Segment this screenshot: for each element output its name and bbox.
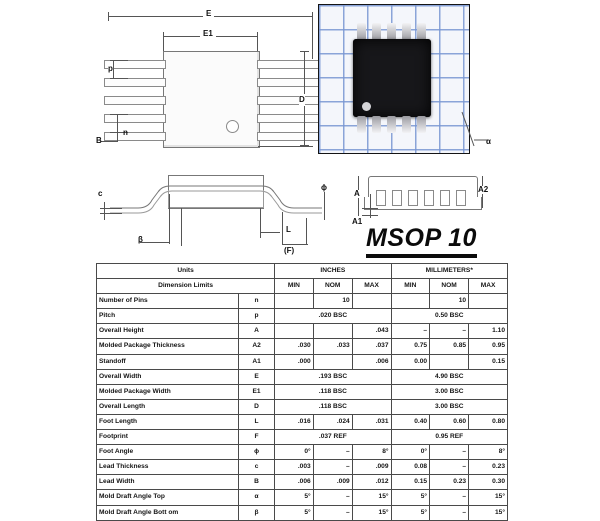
ext-line-beta2	[181, 208, 182, 246]
dimension-table	[96, 263, 508, 521]
table-row	[97, 384, 508, 399]
table-header-row-units	[97, 264, 508, 279]
row-inches-nom	[313, 324, 352, 339]
row-inches-nom: –	[313, 490, 352, 505]
row-millimeters-min: –	[391, 324, 430, 339]
row-inches-nom: 10	[313, 294, 352, 309]
row-millimeters-span: 3.00 BSC	[391, 399, 507, 414]
table-row	[97, 445, 508, 460]
ext-line-e-left	[108, 12, 109, 21]
row-inches-min: .006	[275, 475, 314, 490]
dim-label-e: E	[203, 10, 214, 18]
header-units: Units	[97, 264, 275, 279]
row-inches-min: 0°	[275, 445, 314, 460]
row-inches-span: .193 BSC	[275, 369, 391, 384]
dim-label-a1: A1	[352, 217, 363, 226]
pin-left-1	[104, 132, 166, 141]
row-inches-nom: –	[313, 445, 352, 460]
table-row	[97, 309, 508, 324]
row-inches-min: .016	[275, 414, 314, 429]
dim-line-l	[260, 232, 280, 233]
row-inches-span: .118 BSC	[275, 399, 391, 414]
package-title: MSOP 10	[366, 224, 477, 258]
ext-line-l-left	[260, 208, 261, 238]
row-inches-min: 5°	[275, 505, 314, 520]
row-inches-nom: –	[313, 460, 352, 475]
header-inches: INCHES	[275, 264, 391, 279]
row-dimension-symbol: ϕ	[239, 445, 275, 460]
row-dimension-name: Mold Draft Angle Bott om	[97, 505, 239, 520]
dim-label-phi: ϕ	[321, 183, 327, 192]
row-dimension-name: Lead Thickness	[97, 460, 239, 475]
photo-lead-top-1	[357, 23, 366, 40]
table-header-row-limits	[97, 279, 508, 294]
ext-line-l-right	[282, 212, 283, 244]
row-millimeters-min: 5°	[391, 490, 430, 505]
row-dimension-name: Mold Draft Angle Top	[97, 490, 239, 505]
row-millimeters-min: 0.08	[391, 460, 430, 475]
table-header	[97, 264, 508, 294]
row-inches-nom: –	[313, 505, 352, 520]
table-body	[97, 294, 508, 520]
row-dimension-name: Number of Pins	[97, 294, 239, 309]
photo-lead-bottom-4	[402, 116, 411, 133]
dim-label-b: B	[96, 136, 102, 145]
dim-line-p	[113, 60, 114, 79]
header-mm-min: MIN	[391, 279, 430, 294]
row-inches-max: .031	[352, 414, 391, 429]
row-dimension-name: Footprint	[97, 430, 239, 445]
row-dimension-name: Overall Width	[97, 369, 239, 384]
row-millimeters-nom: 0.60	[430, 414, 469, 429]
row-dimension-name: Overall Height	[97, 324, 239, 339]
dim-line-c	[104, 202, 105, 220]
row-millimeters-nom: –	[430, 460, 469, 475]
row-millimeters-max: 0.95	[469, 339, 508, 354]
dim-label-a: A	[354, 189, 360, 198]
pin-left-2	[104, 114, 166, 123]
dim-label-a2: A2	[478, 185, 489, 194]
row-millimeters-min	[391, 294, 430, 309]
row-inches-max: .037	[352, 339, 391, 354]
row-millimeters-max: 15°	[469, 505, 508, 520]
row-dimension-name: Overall Length	[97, 399, 239, 414]
header-dimension-limits: Dimension Limits	[97, 279, 275, 294]
row-dimension-symbol: E	[239, 369, 275, 384]
ext-line-f-right	[306, 218, 307, 244]
row-millimeters-min: 0.15	[391, 475, 430, 490]
side-view-drawing	[96, 162, 336, 258]
row-dimension-name: Molded Package Width	[97, 384, 239, 399]
row-inches-span: .037 REF	[275, 430, 391, 445]
row-inches-max: 8°	[352, 445, 391, 460]
row-inches-nom: .033	[313, 339, 352, 354]
row-dimension-symbol: A1	[239, 354, 275, 369]
table-row	[97, 460, 508, 475]
photo-lead-top-4	[402, 23, 411, 40]
dim-label-n: n	[123, 128, 128, 137]
header-mm-nom: NOM	[430, 279, 469, 294]
row-millimeters-max: 0.23	[469, 460, 508, 475]
row-dimension-symbol: F	[239, 430, 275, 445]
row-dimension-symbol: c	[239, 460, 275, 475]
table-row	[97, 490, 508, 505]
pin-right-3	[257, 96, 319, 105]
row-millimeters-nom: –	[430, 505, 469, 520]
row-millimeters-nom: 0.23	[430, 475, 469, 490]
row-millimeters-max: 0.30	[469, 475, 508, 490]
row-dimension-symbol: A	[239, 324, 275, 339]
table-row	[97, 475, 508, 490]
ext-line-e1-left	[163, 32, 164, 52]
row-millimeters-nom	[430, 354, 469, 369]
row-millimeters-max: 0.15	[469, 354, 508, 369]
table-row	[97, 430, 508, 445]
row-millimeters-nom: –	[430, 324, 469, 339]
row-millimeters-max: 0.80	[469, 414, 508, 429]
row-millimeters-max: 1.10	[469, 324, 508, 339]
pin-right-1	[257, 132, 319, 141]
ext-line-beta	[169, 194, 170, 244]
row-millimeters-min: 0.75	[391, 339, 430, 354]
row-millimeters-nom: 0.85	[430, 339, 469, 354]
dim-line-f	[282, 244, 308, 245]
row-dimension-symbol: n	[239, 294, 275, 309]
row-millimeters-span: 4.90 BSC	[391, 369, 507, 384]
row-dimension-symbol: B	[239, 475, 275, 490]
header-inches-max: MAX	[352, 279, 391, 294]
table-row	[97, 505, 508, 520]
leader-line-b-vert	[117, 130, 118, 142]
dim-label-e1: E1	[200, 30, 216, 38]
row-inches-max	[352, 294, 391, 309]
leader-line-b	[101, 141, 118, 142]
ext-line-b-top	[110, 114, 128, 115]
ext-line-e1-right	[257, 32, 258, 52]
photo-lead-bottom-3	[387, 116, 396, 133]
photo-lead-bottom-2	[372, 116, 381, 133]
row-dimension-symbol: E1	[239, 384, 275, 399]
row-dimension-name: Standoff	[97, 354, 239, 369]
row-millimeters-span: 3.00 BSC	[391, 384, 507, 399]
photo-lead-bottom-5	[417, 116, 426, 133]
table-row	[97, 339, 508, 354]
row-inches-span: .020 BSC	[275, 309, 391, 324]
row-millimeters-nom: –	[430, 490, 469, 505]
row-millimeters-span: 0.95 REF	[391, 430, 507, 445]
row-dimension-name: Foot Length	[97, 414, 239, 429]
row-inches-min: .003	[275, 460, 314, 475]
dim-line-phi	[324, 192, 325, 220]
header-mm-max: MAX	[469, 279, 508, 294]
dim-label-p: p	[108, 64, 113, 73]
row-dimension-symbol: A2	[239, 339, 275, 354]
dim-label-l: L	[286, 225, 291, 234]
row-inches-max: .006	[352, 354, 391, 369]
pin-left-4	[104, 78, 166, 87]
row-dimension-symbol: L	[239, 414, 275, 429]
photo-lead-bottom-1	[357, 116, 366, 133]
row-inches-nom: .024	[313, 414, 352, 429]
row-inches-min: 5°	[275, 490, 314, 505]
arrow-d-top	[300, 51, 309, 52]
row-dimension-symbol: α	[239, 490, 275, 505]
ext-line-e-right	[312, 12, 313, 59]
photo-lead-top-3	[387, 23, 396, 40]
table-row	[97, 369, 508, 384]
header-millimeters: MILLIMETERS*	[391, 264, 507, 279]
row-millimeters-max: 8°	[469, 445, 508, 460]
row-millimeters-max: 15°	[469, 490, 508, 505]
row-millimeters-nom: 10	[430, 294, 469, 309]
row-inches-nom: .009	[313, 475, 352, 490]
row-inches-min	[275, 324, 314, 339]
row-inches-max: 15°	[352, 490, 391, 505]
row-millimeters-max	[469, 294, 508, 309]
table-row	[97, 324, 508, 339]
dim-label-d: D	[299, 95, 305, 104]
pin-left-3	[104, 96, 166, 105]
dim-label-alpha: α	[486, 137, 491, 146]
top-view-drawing	[96, 4, 321, 156]
photo-lead-top-5	[417, 23, 426, 40]
table-row	[97, 414, 508, 429]
row-dimension-name: Molded Package Thickness	[97, 339, 239, 354]
dim-label-beta: β	[138, 235, 143, 244]
row-dimension-name: Pitch	[97, 309, 239, 324]
ext-line-d-bottom	[258, 146, 313, 147]
dim-line-a1	[370, 194, 371, 218]
pin-right-5	[257, 60, 319, 69]
dim-line-beta	[140, 242, 170, 243]
dim-label-f: (F)	[284, 246, 295, 255]
row-dimension-symbol: β	[239, 505, 275, 520]
row-millimeters-min: 0.40	[391, 414, 430, 429]
row-millimeters-nom: –	[430, 445, 469, 460]
row-millimeters-min: 5°	[391, 505, 430, 520]
row-dimension-name: Foot Angle	[97, 445, 239, 460]
header-inches-min: MIN	[275, 279, 314, 294]
pin1-indicator-dot	[226, 120, 239, 133]
table-row	[97, 294, 508, 309]
table-row	[97, 354, 508, 369]
alpha-leader-line	[356, 136, 496, 196]
row-inches-min: .000	[275, 354, 314, 369]
row-inches-max: 15°	[352, 505, 391, 520]
end-view-drawing	[352, 137, 496, 228]
row-dimension-name: Lead Width	[97, 475, 239, 490]
row-dimension-symbol: D	[239, 399, 275, 414]
row-millimeters-min: 0°	[391, 445, 430, 460]
row-inches-max: .012	[352, 475, 391, 490]
header-inches-nom: NOM	[313, 279, 352, 294]
row-inches-max: .043	[352, 324, 391, 339]
row-millimeters-span: 0.50 BSC	[391, 309, 507, 324]
dim-label-c: c	[98, 189, 103, 198]
pin-right-4	[257, 78, 319, 87]
row-millimeters-min: 0.00	[391, 354, 430, 369]
photo-pin1-dot	[362, 102, 371, 111]
photo-lead-top-2	[372, 23, 381, 40]
row-inches-min	[275, 294, 314, 309]
pin-right-2	[257, 114, 319, 123]
row-dimension-symbol: p	[239, 309, 275, 324]
row-inches-nom	[313, 354, 352, 369]
package-body-outline	[163, 51, 260, 148]
row-inches-min: .030	[275, 339, 314, 354]
package-photograph	[318, 4, 470, 154]
table-row	[97, 399, 508, 414]
row-inches-span: .118 BSC	[275, 384, 391, 399]
row-inches-max: .009	[352, 460, 391, 475]
